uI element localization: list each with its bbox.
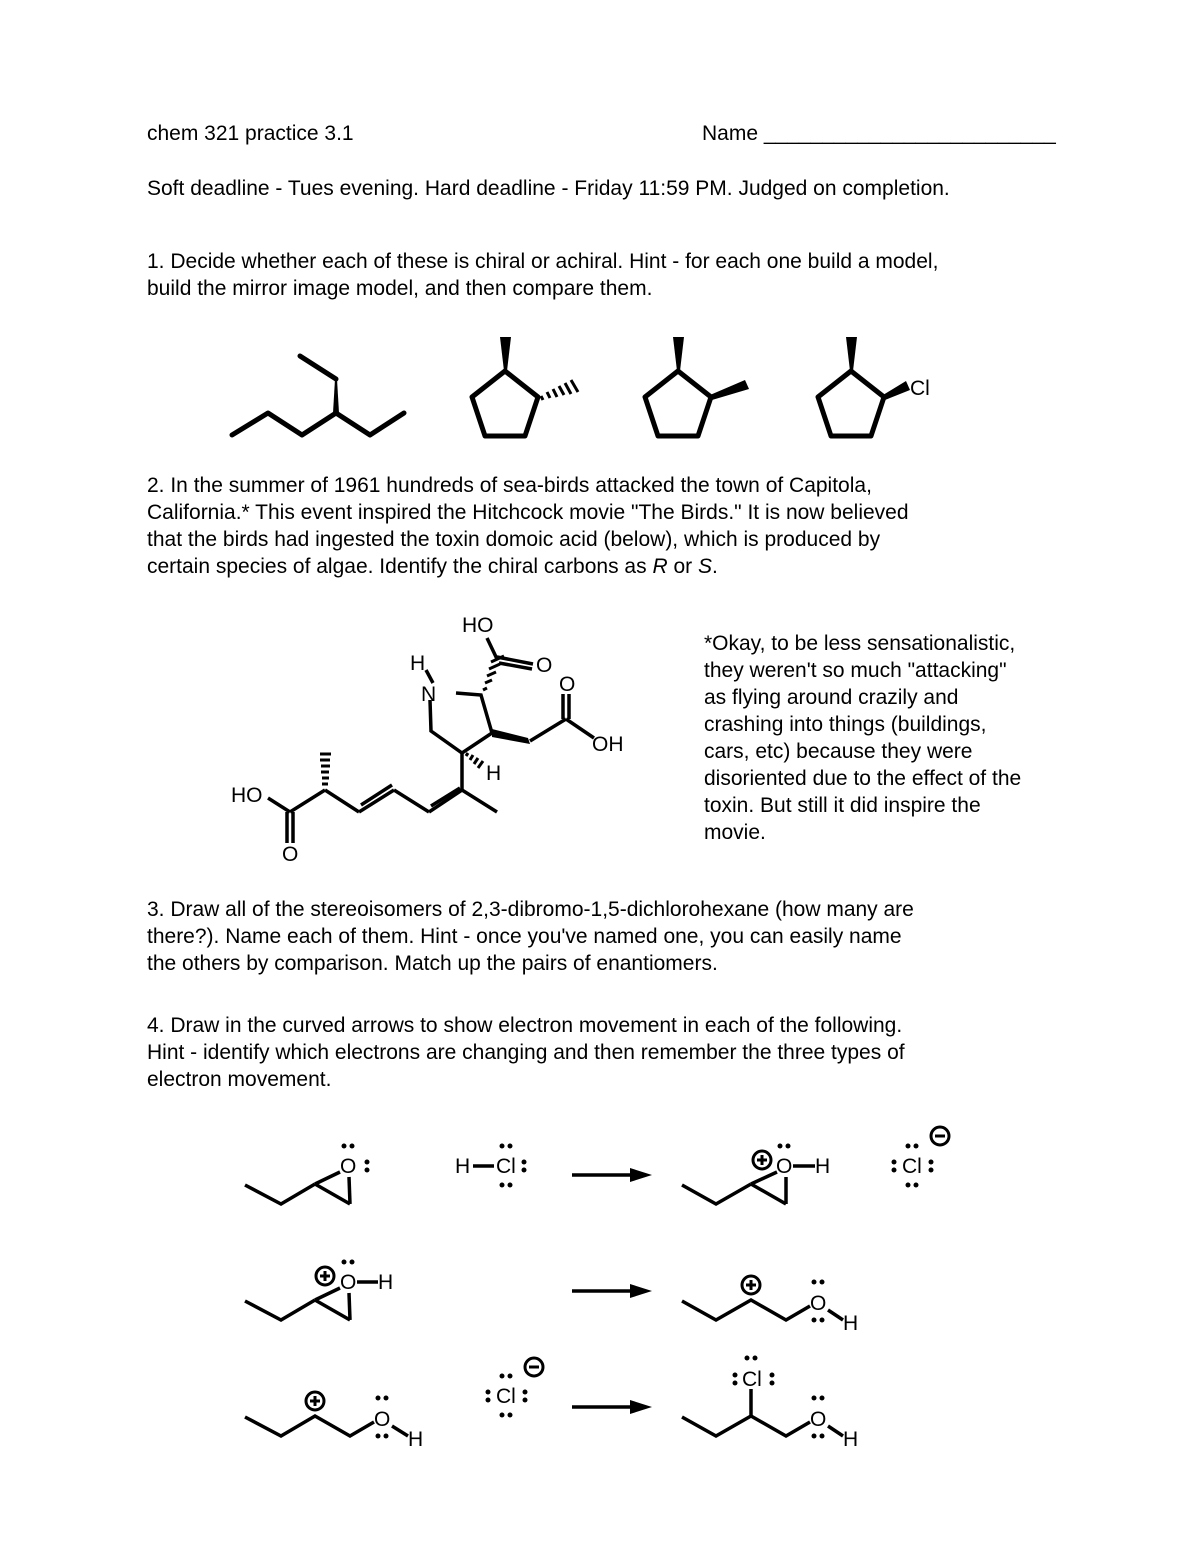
r-label: R [652,555,668,578]
question-4-line: 4. Draw in the curved arrows to show electron movement in each of the following. [147,1014,903,1037]
footnote-line: *Okay, to be less sensationalistic, [704,632,1016,655]
negative-charge-icon [931,1127,949,1145]
protonated-epoxide-reactant [245,1260,393,1321]
footnote-line: as flying around crazily and [704,686,959,709]
hydrogen-atom: H [378,1271,394,1294]
chlorine-atom: Cl [902,1155,922,1178]
hydrogen-atom: H [455,1155,471,1178]
hcl-molecule [455,1144,527,1188]
reaction-arrow-icon [572,1400,652,1414]
chloride-ion [486,1358,544,1418]
oxygen-atom: O [340,1155,357,1178]
epoxide-reactant [245,1144,370,1205]
footnote-line: movie. [704,821,766,844]
hydroxyl-label: OH [592,733,624,756]
positive-charge-icon [753,1151,771,1169]
worksheet-title: chem 321 practice 3.1 [147,122,354,145]
hydrogen-atom: H [815,1155,831,1178]
carbocation-product [682,1276,858,1335]
name-field-label: Name _________________________ [702,122,1056,145]
oxygen-atom: O [374,1408,391,1431]
hydroxyl-label: HO [462,614,494,637]
hydrogen-atom: H [843,1312,859,1335]
positive-charge-icon [742,1276,760,1294]
question-2-line: that the birds had ingested the toxin domoic acid (below), which is produced by [147,528,881,551]
oxygen-atom: O [810,1292,827,1315]
chlorine-atom: Cl [742,1368,762,1391]
hydrogen-atom: H [843,1428,859,1451]
hydrogen-atom: H [408,1428,424,1451]
question-2-line: certain species of algae. Identify the chiral carbons as R or S. [147,555,718,578]
s-label: S [697,555,712,578]
positive-charge-icon [316,1267,334,1285]
oxygen-atom: O [810,1408,827,1431]
question-1-line: 1. Decide whether each of these is chiral or achiral. Hint - for each one build a model, [147,250,939,273]
hydrogen-label: H [410,652,426,675]
question-3-line: 3. Draw all of the stereoisomers of 2,3-dibromo-1,5-dichlorohexane (how many are [147,898,914,921]
chlorohydrin-product [682,1356,858,1452]
deadline-text: Soft deadline - Tues evening. Hard deadline - Friday 11:59 PM. Judged on completion. [147,177,950,200]
chlorine-atom: Cl [496,1385,516,1408]
reaction-arrow-icon [572,1168,652,1182]
negative-charge-icon [525,1358,543,1376]
chloride-ion [892,1127,950,1188]
protonated-epoxide-product [682,1144,830,1205]
oxygen-atom: O [776,1155,793,1178]
chlorine-atom: Cl [496,1155,516,1178]
footnote-line: crashing into things (buildings, [704,713,987,736]
carbocation-reactant [245,1392,423,1451]
footnote-line: they weren't so much "attacking" [704,659,1007,682]
question-3-line: there?). Name each of them. Hint - once you've named one, you can easily name [147,925,902,948]
oxygen-atom: O [340,1271,357,1294]
footnote-line: cars, etc) because they were [704,740,973,763]
hydroxyl-label: HO [231,784,263,807]
question-2-line: California.* This event inspired the Hitchcock movie "The Birds." It is now believed [147,501,909,524]
chlorine-label: Cl [910,377,930,400]
nitrogen-label: N [421,683,437,706]
question-4-line: electron movement. [147,1068,332,1091]
question-4-line: Hint - identify which electrons are changing and then remember the three types of [147,1041,905,1064]
oxygen-label: O [282,843,299,866]
oxygen-label: O [536,654,553,677]
positive-charge-icon [306,1392,324,1410]
question-2-line: 2. In the summer of 1961 hundreds of sea-birds attacked the town of Capitola, [147,474,872,497]
footnote-line: disoriented due to the effect of the [704,767,1022,790]
question-3-line: the others by comparison. Match up the pairs of enantiomers. [147,952,718,975]
reaction-arrow-icon [572,1284,652,1298]
hydrogen-label: H [486,762,502,785]
footnote-line: toxin. But still it did inspire the [704,794,981,817]
oxygen-label: O [559,673,576,696]
question-1-line: build the mirror image model, and then compare them. [147,277,653,300]
